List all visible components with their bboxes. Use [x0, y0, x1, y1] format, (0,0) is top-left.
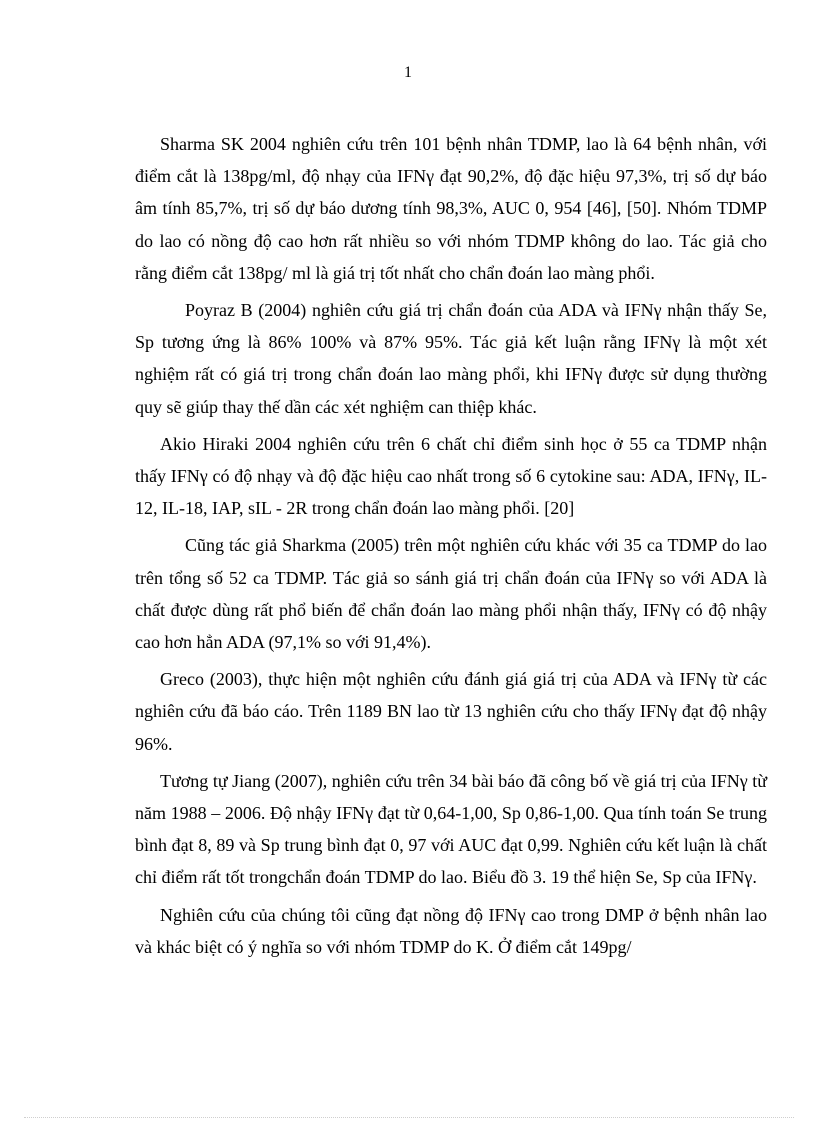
page-bottom-divider: [24, 1117, 794, 1118]
page-number: 1: [404, 64, 412, 81]
document-body: [135, 128, 767, 968]
paragraph-sharkma-2005: Cũng tác giả Sharkma (2005) trên một nghiên cứu khác với 35 ca TDMP do lao trên tổng số 52 ca TDMP. Tác giả so sánh giá trị chẩn đoán của IFNγ so với ADA là chất được dùng rất phổ biến để chẩn đoán lao màng phổi nhận thấy, IFNγ có độ nhậy cao hơn hẳn ADA (97,1% so với 91,4%).: [135, 535, 767, 653]
paragraph-greco-2003: Greco (2003), thực hiện một nghiên cứu đánh giá giá trị của ADA và IFNγ từ các nghiên cứu đã báo cáo. Trên 1189 BN lao từ 13 nghiên cứu cho thấy IFNγ đạt độ nhậy 96%.: [135, 669, 767, 754]
paragraph-poyraz-2004: Poyraz B (2004) nghiên cứu giá trị chẩn đoán của ADA và IFNγ nhận thấy Se, Sp tương ứng là 86% 100% và 87% 95%. Tác giả kết luận rằng IFNγ là một xét nghiệm rất có giá trị trong chẩn đoán lao màng phổi, khi IFNγ được sử dụng thường quy sẽ giúp thay thế dần các xét nghiệm can thiệp khác.: [135, 300, 767, 417]
paragraph-sharma-2004: Sharma SK 2004 nghiên cứu trên 101 bệnh nhân TDMP, lao là 64 bệnh nhân, với điểm cắt là 138pg/ml, độ nhạy của IFNγ đạt 90,2%, độ đặc hiệu 97,3%, trị số dự báo âm tính 85,7%, trị số dự báo dương tính 98,3%, AUC 0, 954 [46], [50]. Nhóm TDMP do lao có nồng độ cao hơn rất nhiều so với nhóm TDMP không do lao. Tác giả cho rằng điểm cắt 138pg/ ml là giá trị tốt nhất cho chẩn đoán lao màng phổi.: [135, 134, 767, 283]
paragraph-jiang-2007: Tương tự Jiang (2007), nghiên cứu trên 34 bài báo đã công bố về giá trị của IFNγ từ năm 1988 – 2006. Độ nhậy IFNγ đạt từ 0,64-1,00, Sp 0,86-1,00. Qua tính toán Se trung bình đạt 8, 89 và Sp trung bình đạt 0, 97 với AUC đạt 0,99. Nghiên cứu kết luận là chất chỉ điểm rất tốt trongchẩn đoán TDMP do lao. Biểu đồ 3. 19 thể hiện Se, Sp của IFNγ.: [135, 770, 767, 888]
paragraph-hiraki-2004: Akio Hiraki 2004 nghiên cứu trên 6 chất chỉ điểm sinh học ở 55 ca TDMP nhận thấy IFNγ có độ nhạy và độ đặc hiệu cao nhất trong số 6 cytokine sau: ADA, IFNγ, IL-12, IL-18, IAP, sIL - 2R trong chẩn đoán lao màng phổi. [20]: [135, 433, 767, 519]
paragraph-our-study: Nghiên cứu của chúng tôi cũng đạt nồng độ IFNγ cao trong DMP ở bệnh nhân lao và khác biệt có ý nghĩa so với nhóm TDMP do K. Ở điểm cắt 149pg/: [135, 904, 767, 957]
